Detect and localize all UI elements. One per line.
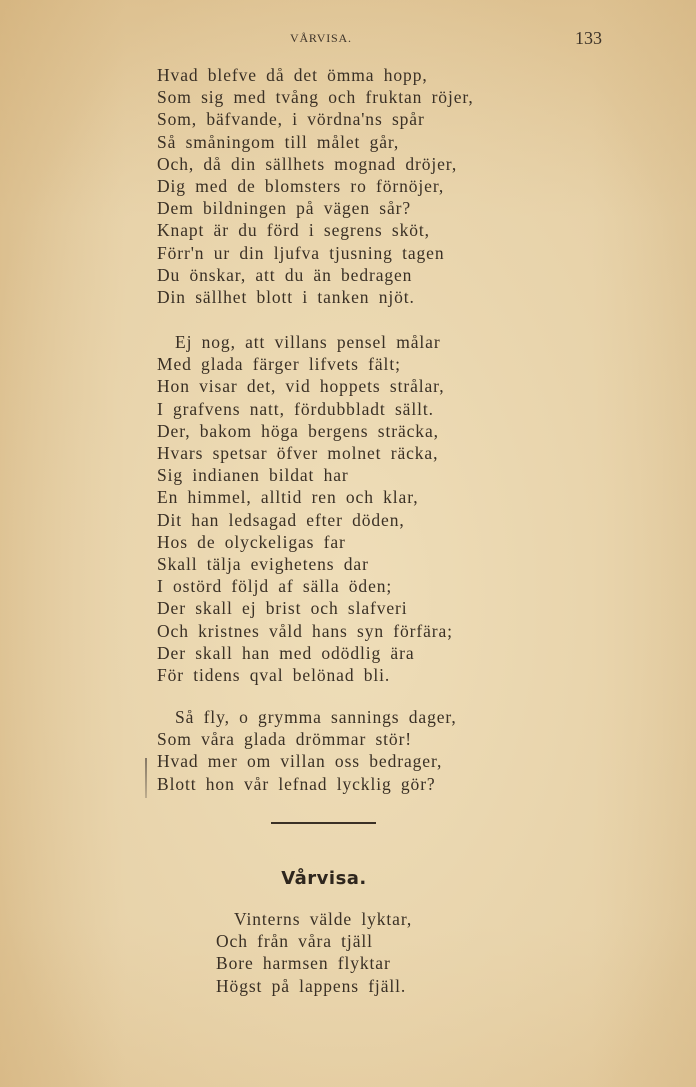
verse-line: Som sig med tvång och fruktan röjer, [157,87,474,108]
verse-line: Hos de olyckeligas far [157,531,346,552]
page-number: 133 [575,28,602,48]
margin-pencil-mark [145,758,147,798]
verse-line: Der skall ej brist och slafveri [157,598,408,619]
verse-line: Och kristnes våld hans syn förfära; [157,620,453,641]
verse-line: Som våra glada drömmar stör! [157,729,413,750]
verse-line: Din sällhet blott i tanken njöt. [157,287,415,308]
verse-line: Med glada färger lifvets fält; [157,354,401,375]
verse-line: I ostörd följd af sälla öden; [157,576,393,597]
section-divider [271,822,376,824]
stanza-1 [157,64,474,308]
verse-line: Och från våra tjäll [216,931,373,952]
verse-line: Hvad mer om villan oss bedrager, [157,751,443,772]
poem-title: Vårvisa. [281,868,367,889]
verse-line: I grafvens natt, fördubbladt sällt. [157,398,434,419]
verse-line: Förr'n ur din ljufva tjusning tagen [157,242,445,263]
verse-line: Dem bildningen på vägen sår? [157,198,412,219]
verse-line: Skall tälja evighetens dar [157,554,369,575]
running-head [0,29,696,49]
verse-line: Hon visar det, vid hoppets strålar, [157,376,445,397]
verse-line: Dig med de blomsters ro förnöjer, [157,176,445,197]
verse-line: En himmel, alltid ren och klar, [157,487,419,508]
verse-line: Hvars spetsar öfver molnet räcka, [157,443,439,464]
verse-line: Så småningom till målet går, [157,131,400,152]
verse-line: Der, bakom höga bergens sträcka, [157,420,439,441]
new-poem-stanza [216,908,412,997]
verse-line: Dit han ledsagad efter döden, [157,509,405,530]
verse-line: Knapt är du förd i segrens sköt, [157,220,430,241]
verse-line: Du önskar, att du än bedragen [157,264,413,285]
stanza-3 [157,706,457,795]
verse-line: Högst på lappens fjäll. [216,975,407,996]
stanza-2 [157,331,453,686]
verse-line: Som, bäfvande, i vördna'ns spår [157,109,425,130]
verse-line: Vinterns välde lyktar, [234,909,413,929]
verse-line: Bore harmsen flyktar [216,953,391,974]
verse-line: Blott hon vår lefnad lycklig gör? [157,773,436,794]
verse-line: Och, då din sällhets mognad dröjer, [157,153,458,174]
verse-line: Der skall han med odödlig ära [157,642,415,663]
running-title: VÅRVISA. [290,31,352,45]
verse-line: För tidens qval belönad bli. [157,665,391,686]
verse-line: Sig indianen bildat har [157,465,349,486]
verse-line: Så fly, o grymma sannings dager, [175,707,457,727]
verse-line: Ej nog, att villans pensel målar [175,332,441,352]
verse-line: Hvad blefve då det ömma hopp, [157,65,428,85]
